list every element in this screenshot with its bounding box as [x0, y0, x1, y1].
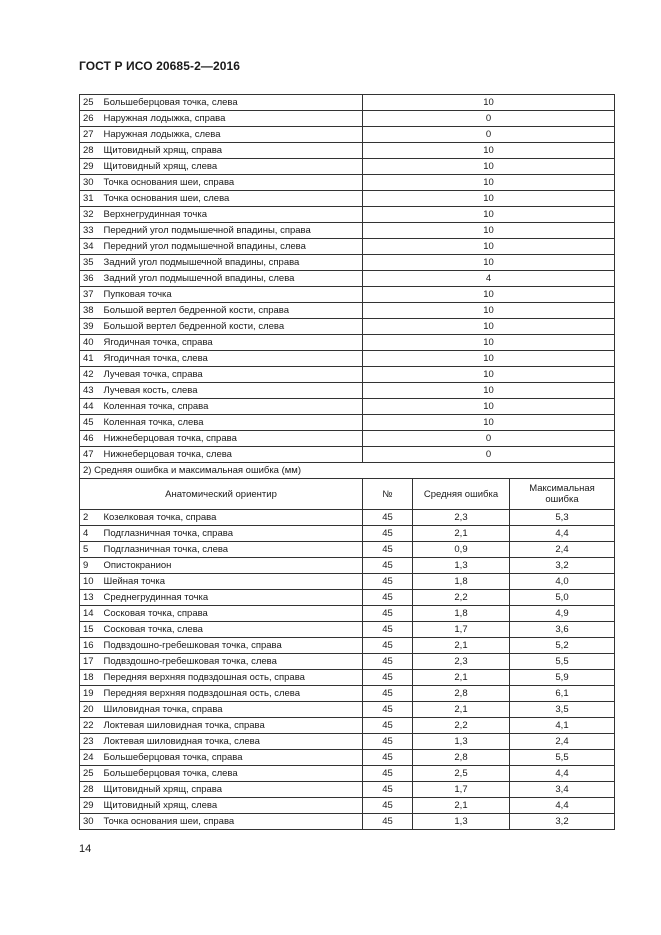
row-number: 42 — [80, 367, 100, 383]
landmark-name: Точка основания шеи, справа — [100, 814, 363, 830]
landmark-name: Большеберцовая точка, слева — [100, 766, 363, 782]
landmark-name: Передняя верхняя подвздошная ость, справа — [100, 670, 363, 686]
landmark-name: Передний угол подмышечной впадины, справа — [100, 223, 363, 239]
max-error: 5,5 — [510, 750, 615, 766]
landmark-name: Локтевая шиловидная точка, слева — [100, 734, 363, 750]
table1-row — [80, 447, 615, 463]
sample-count: 45 — [363, 686, 413, 702]
row-number: 35 — [80, 255, 100, 271]
max-error: 3,2 — [510, 558, 615, 574]
max-error: 5,9 — [510, 670, 615, 686]
landmark-name: Подвздошно-гребешковая точка, справа — [100, 638, 363, 654]
error-value: 10 — [363, 303, 615, 319]
landmark-name: Щитовидный хрящ, слева — [100, 798, 363, 814]
table2-body — [80, 510, 615, 830]
landmark-name: Подглазничная точка, слева — [100, 542, 363, 558]
landmark-name: Сосковая точка, справа — [100, 606, 363, 622]
error-value: 0 — [363, 111, 615, 127]
error-value: 10 — [363, 239, 615, 255]
table1-row — [80, 143, 615, 159]
max-error: 2,4 — [510, 542, 615, 558]
landmark-name: Локтевая шиловидная точка, справа — [100, 718, 363, 734]
table2-row — [80, 542, 615, 558]
landmark-name: Лучевая точка, справа — [100, 367, 363, 383]
sample-count: 45 — [363, 814, 413, 830]
row-number: 27 — [80, 127, 100, 143]
table2-row — [80, 622, 615, 638]
row-number: 44 — [80, 399, 100, 415]
landmark-name: Большой вертел бедренной кости, справа — [100, 303, 363, 319]
landmark-id: 19 — [80, 686, 100, 702]
error-value: 0 — [363, 127, 615, 143]
error-value: 10 — [363, 351, 615, 367]
mean-error: 1,8 — [413, 606, 510, 622]
mean-error: 2,1 — [413, 526, 510, 542]
table2-row — [80, 718, 615, 734]
landmark-name: Передняя верхняя подвздошная ость, слева — [100, 686, 363, 702]
header-landmark: Анатомический ориентир — [80, 479, 363, 510]
row-number: 41 — [80, 351, 100, 367]
sample-count: 45 — [363, 670, 413, 686]
table2-row — [80, 670, 615, 686]
landmark-name: Козелковая точка, справа — [100, 510, 363, 526]
max-error: 3,4 — [510, 782, 615, 798]
mean-error: 2,3 — [413, 654, 510, 670]
max-error: 5,2 — [510, 638, 615, 654]
table2-row — [80, 814, 615, 830]
mean-error: 2,3 — [413, 510, 510, 526]
header-max: Максимальная ошибка — [510, 479, 615, 510]
error-value: 4 — [363, 271, 615, 287]
table1-row — [80, 175, 615, 191]
landmark-name: Задний угол подмышечной впадины, справа — [100, 255, 363, 271]
table2-row — [80, 702, 615, 718]
landmark-name: Шейная точка — [100, 574, 363, 590]
landmark-name: Верхнегрудинная точка — [100, 207, 363, 223]
landmark-name: Лучевая кость, слева — [100, 383, 363, 399]
table1-row — [80, 255, 615, 271]
landmark-name: Среднегрудинная точка — [100, 590, 363, 606]
row-number: 37 — [80, 287, 100, 303]
mean-error: 1,7 — [413, 782, 510, 798]
table1-row — [80, 335, 615, 351]
mean-error: 1,7 — [413, 622, 510, 638]
table2-row — [80, 686, 615, 702]
landmark-id: 25 — [80, 766, 100, 782]
landmark-name: Коленная точка, справа — [100, 399, 363, 415]
header-n: № — [363, 479, 413, 510]
landmark-name: Наружная лодыжка, слева — [100, 127, 363, 143]
landmark-name: Опистокранион — [100, 558, 363, 574]
error-value: 10 — [363, 223, 615, 239]
mean-error: 2,8 — [413, 686, 510, 702]
landmark-name: Щитовидный хрящ, слева — [100, 159, 363, 175]
error-value: 10 — [363, 415, 615, 431]
landmark-id: 18 — [80, 670, 100, 686]
mean-error: 2,1 — [413, 670, 510, 686]
max-error: 2,4 — [510, 734, 615, 750]
landmark-id: 28 — [80, 782, 100, 798]
landmark-id: 20 — [80, 702, 100, 718]
landmark-id: 30 — [80, 814, 100, 830]
table1-row — [80, 383, 615, 399]
mean-error: 2,1 — [413, 638, 510, 654]
landmark-id: 24 — [80, 750, 100, 766]
max-error: 3,6 — [510, 622, 615, 638]
mean-error: 1,3 — [413, 558, 510, 574]
row-number: 29 — [80, 159, 100, 175]
document-header: ГОСТ Р ИСО 20685-2—2016 — [79, 59, 241, 73]
page-number: 14 — [79, 843, 92, 855]
max-error: 4,4 — [510, 798, 615, 814]
landmark-id: 9 — [80, 558, 100, 574]
row-number: 32 — [80, 207, 100, 223]
table2-row — [80, 750, 615, 766]
landmark-name: Точка основания шеи, слева — [100, 191, 363, 207]
table2-row — [80, 798, 615, 814]
max-error: 3,2 — [510, 814, 615, 830]
table1-row — [80, 127, 615, 143]
landmark-name: Шиловидная точка, справа — [100, 702, 363, 718]
mean-error: 2,8 — [413, 750, 510, 766]
sample-count: 45 — [363, 750, 413, 766]
row-number: 33 — [80, 223, 100, 239]
sample-count: 45 — [363, 526, 413, 542]
sample-count: 45 — [363, 766, 413, 782]
landmark-id: 13 — [80, 590, 100, 606]
landmark-id: 10 — [80, 574, 100, 590]
sample-count: 45 — [363, 734, 413, 750]
landmark-id: 4 — [80, 526, 100, 542]
sample-count: 45 — [363, 574, 413, 590]
row-number: 34 — [80, 239, 100, 255]
table2-row — [80, 574, 615, 590]
landmark-name: Наружная лодыжка, справа — [100, 111, 363, 127]
mean-error: 0,9 — [413, 542, 510, 558]
max-error: 6,1 — [510, 686, 615, 702]
landmark-name: Нижнеберцовая точка, слева — [100, 447, 363, 463]
landmark-name: Ягодичная точка, справа — [100, 335, 363, 351]
sample-count: 45 — [363, 702, 413, 718]
table1-row — [80, 223, 615, 239]
header-mean: Средняя ошибка — [413, 479, 510, 510]
mean-error: 1,3 — [413, 734, 510, 750]
sample-count: 45 — [363, 590, 413, 606]
error-value: 10 — [363, 95, 615, 111]
max-error: 3,5 — [510, 702, 615, 718]
landmark-id: 23 — [80, 734, 100, 750]
row-number: 40 — [80, 335, 100, 351]
error-value: 10 — [363, 255, 615, 271]
error-value: 0 — [363, 447, 615, 463]
error-value: 10 — [363, 287, 615, 303]
landmark-name: Подглазничная точка, справа — [100, 526, 363, 542]
table1-row — [80, 287, 615, 303]
row-number: 46 — [80, 431, 100, 447]
landmark-id: 5 — [80, 542, 100, 558]
landmark-name: Точка основания шеи, справа — [100, 175, 363, 191]
error-value: 10 — [363, 319, 615, 335]
table2-row — [80, 558, 615, 574]
table2-row — [80, 782, 615, 798]
landmark-name: Большеберцовая точка, слева — [100, 95, 363, 111]
landmark-id: 15 — [80, 622, 100, 638]
max-error: 4,9 — [510, 606, 615, 622]
sample-count: 45 — [363, 638, 413, 654]
table1-row — [80, 319, 615, 335]
table2-row — [80, 606, 615, 622]
row-number: 47 — [80, 447, 100, 463]
table1-row — [80, 159, 615, 175]
error-value: 10 — [363, 399, 615, 415]
landmark-name: Большеберцовая точка, справа — [100, 750, 363, 766]
table2-row — [80, 766, 615, 782]
mean-error: 1,3 — [413, 814, 510, 830]
table1-body — [80, 95, 615, 463]
table2-row — [80, 654, 615, 670]
table1-row — [80, 111, 615, 127]
error-table — [79, 94, 615, 830]
table1-row — [80, 191, 615, 207]
row-number: 45 — [80, 415, 100, 431]
sample-count: 45 — [363, 510, 413, 526]
mean-error: 2,1 — [413, 798, 510, 814]
landmark-name: Подвздошно-гребешковая точка, слева — [100, 654, 363, 670]
row-number: 36 — [80, 271, 100, 287]
error-value: 10 — [363, 383, 615, 399]
mean-error: 2,2 — [413, 718, 510, 734]
landmark-name: Коленная точка, слева — [100, 415, 363, 431]
row-number: 43 — [80, 383, 100, 399]
max-error: 4,1 — [510, 718, 615, 734]
table2-row — [80, 638, 615, 654]
sample-count: 45 — [363, 798, 413, 814]
table1-row — [80, 351, 615, 367]
error-value: 10 — [363, 191, 615, 207]
row-number: 26 — [80, 111, 100, 127]
table1-row — [80, 431, 615, 447]
landmark-name: Ягодичная точка, слева — [100, 351, 363, 367]
max-error: 4,0 — [510, 574, 615, 590]
landmark-name: Пупковая точка — [100, 287, 363, 303]
table1-row — [80, 303, 615, 319]
mean-error: 2,5 — [413, 766, 510, 782]
row-number: 30 — [80, 175, 100, 191]
error-value: 10 — [363, 207, 615, 223]
table2-row — [80, 590, 615, 606]
row-number: 28 — [80, 143, 100, 159]
mean-error: 1,8 — [413, 574, 510, 590]
landmark-id: 22 — [80, 718, 100, 734]
max-error: 4,4 — [510, 766, 615, 782]
max-error: 5,0 — [510, 590, 615, 606]
max-error: 5,3 — [510, 510, 615, 526]
table2-row — [80, 526, 615, 542]
error-value: 10 — [363, 335, 615, 351]
landmark-id: 2 — [80, 510, 100, 526]
landmark-name: Сосковая точка, слева — [100, 622, 363, 638]
table1-row — [80, 399, 615, 415]
error-value: 10 — [363, 159, 615, 175]
row-number: 39 — [80, 319, 100, 335]
error-value: 0 — [363, 431, 615, 447]
row-number: 25 — [80, 95, 100, 111]
table1-row — [80, 239, 615, 255]
table1-row — [80, 95, 615, 111]
row-number: 38 — [80, 303, 100, 319]
landmark-name: Большой вертел бедренной кости, слева — [100, 319, 363, 335]
row-number: 31 — [80, 191, 100, 207]
sample-count: 45 — [363, 622, 413, 638]
table1-row — [80, 271, 615, 287]
landmark-id: 16 — [80, 638, 100, 654]
table2-header-row — [80, 479, 615, 510]
table2-row — [80, 510, 615, 526]
landmark-id: 17 — [80, 654, 100, 670]
table1-row — [80, 367, 615, 383]
table1-row — [80, 207, 615, 223]
sample-count: 45 — [363, 654, 413, 670]
sample-count: 45 — [363, 542, 413, 558]
landmark-id: 29 — [80, 798, 100, 814]
mean-error: 2,2 — [413, 590, 510, 606]
landmark-name: Щитовидный хрящ, справа — [100, 143, 363, 159]
section-row — [80, 463, 615, 479]
sample-count: 45 — [363, 606, 413, 622]
mean-error: 2,1 — [413, 702, 510, 718]
landmark-name: Задний угол подмышечной впадины, слева — [100, 271, 363, 287]
landmark-name: Щитовидный хрящ, справа — [100, 782, 363, 798]
table1-row — [80, 415, 615, 431]
section-title: 2) Средняя ошибка и максимальная ошибка (мм) — [80, 463, 615, 479]
error-value: 10 — [363, 143, 615, 159]
error-value: 10 — [363, 367, 615, 383]
landmark-name: Нижнеберцовая точка, справа — [100, 431, 363, 447]
sample-count: 45 — [363, 558, 413, 574]
sample-count: 45 — [363, 718, 413, 734]
error-value: 10 — [363, 175, 615, 191]
max-error: 5,5 — [510, 654, 615, 670]
landmark-id: 14 — [80, 606, 100, 622]
sample-count: 45 — [363, 782, 413, 798]
landmark-name: Передний угол подмышечной впадины, слева — [100, 239, 363, 255]
table2-row — [80, 734, 615, 750]
max-error: 4,4 — [510, 526, 615, 542]
